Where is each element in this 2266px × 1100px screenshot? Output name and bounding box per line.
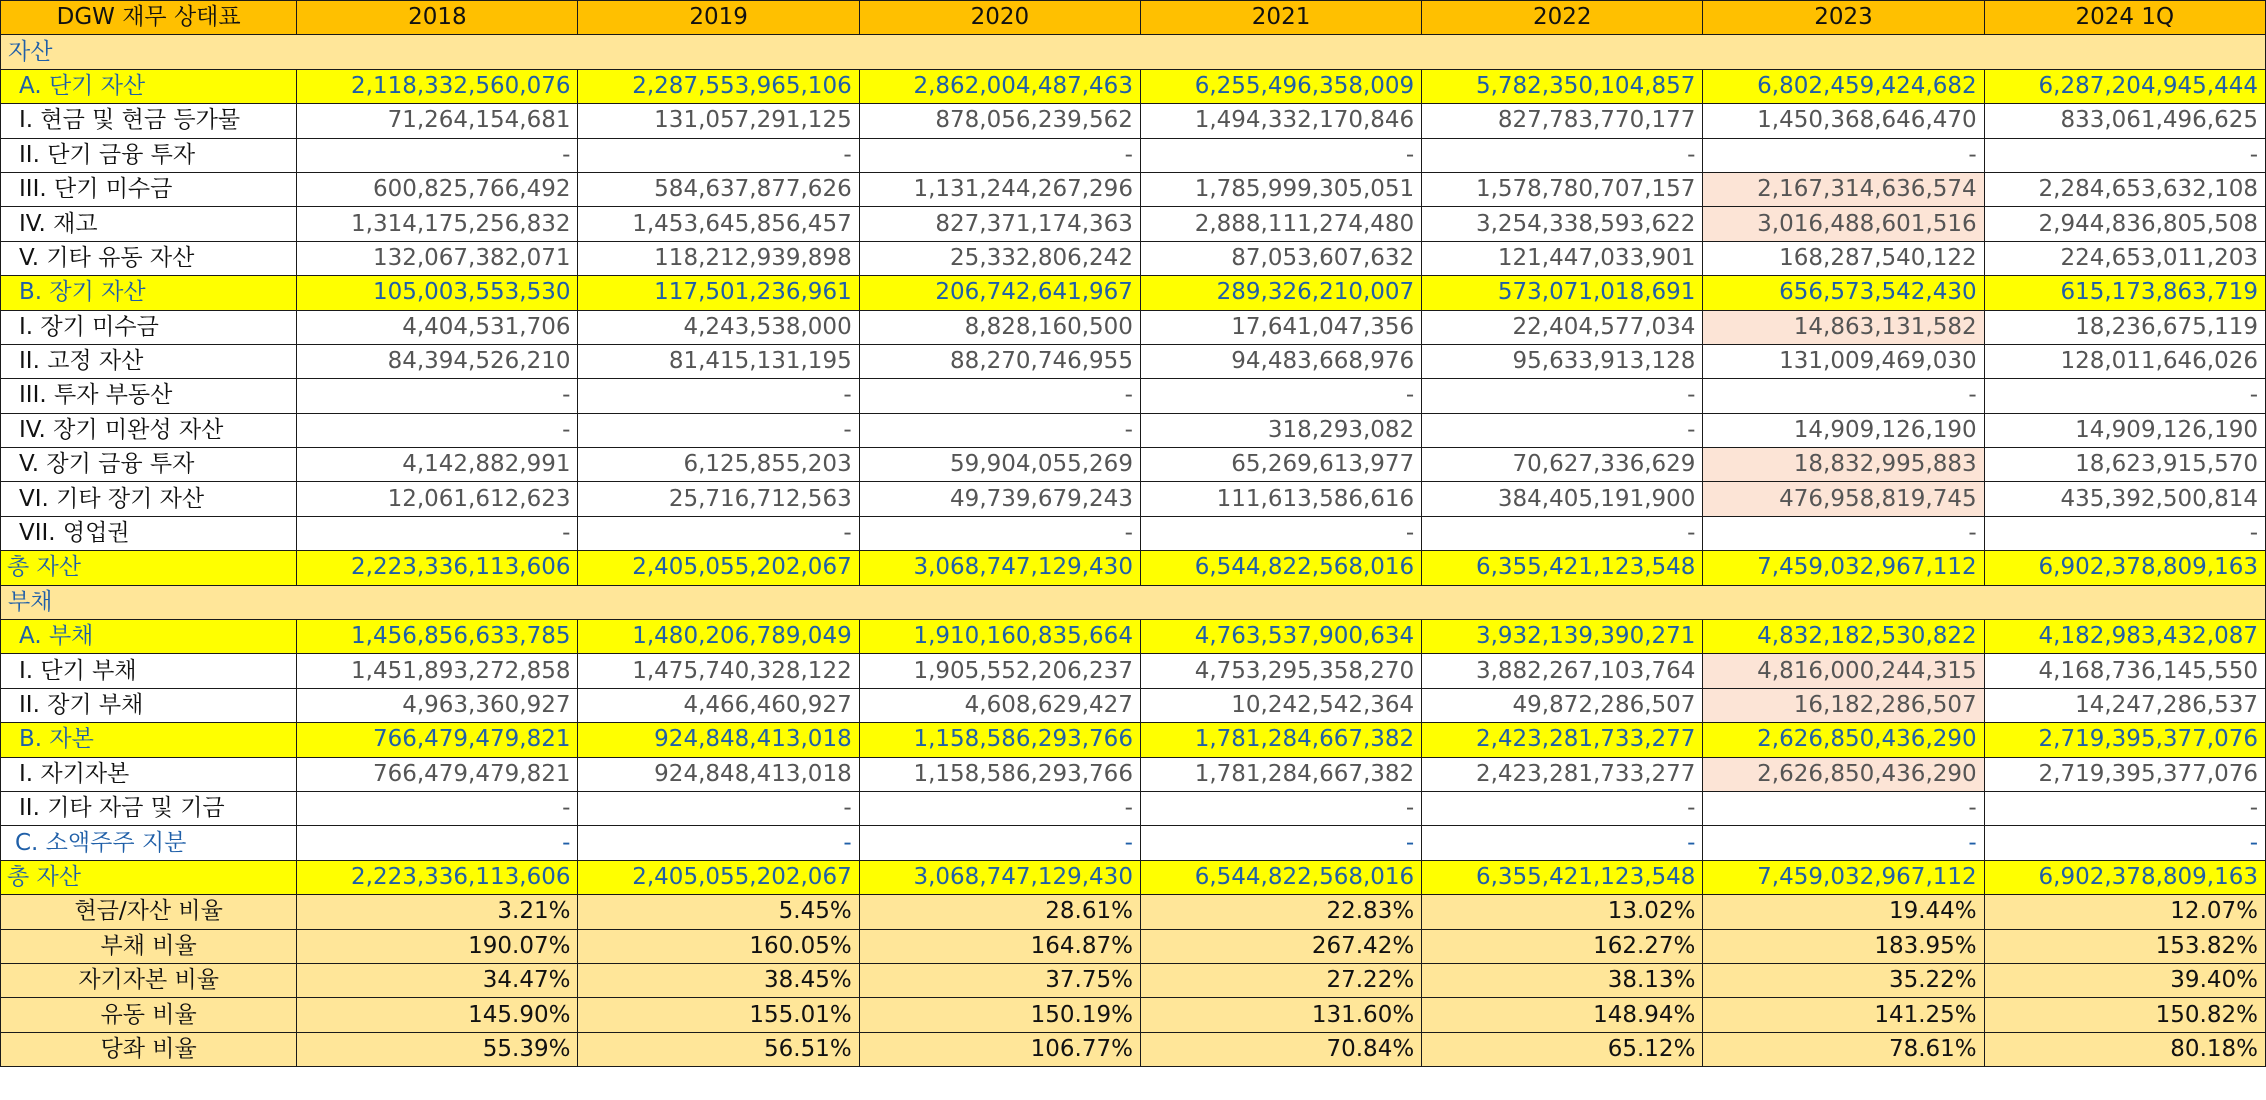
table-cell[interactable]: - <box>297 138 578 172</box>
table-cell[interactable]: 71,264,154,681 <box>297 104 578 138</box>
row-label[interactable]: 부채 비율 <box>1 929 297 963</box>
table-cell[interactable]: - <box>297 791 578 825</box>
row-label[interactable]: VII. 영업권 <box>1 516 297 550</box>
table-cell[interactable]: 1,451,893,272,858 <box>297 654 578 688</box>
table-cell[interactable]: - <box>1984 791 2265 825</box>
row-label[interactable]: B. 자본 <box>1 723 297 757</box>
table-cell[interactable]: 4,832,182,530,822 <box>1703 620 1984 654</box>
table-cell[interactable]: - <box>1422 379 1703 413</box>
table-cell[interactable]: 106.77% <box>859 1032 1140 1066</box>
table-cell[interactable]: 2,423,281,733,277 <box>1422 723 1703 757</box>
year-header[interactable]: 2024 1Q <box>1984 1 2265 35</box>
row-label[interactable]: III. 투자 부동산 <box>1 379 297 413</box>
table-cell[interactable] <box>1140 585 1421 619</box>
row-label[interactable]: II. 기타 자금 및 기금 <box>1 791 297 825</box>
table-cell[interactable]: 4,182,983,432,087 <box>1984 620 2265 654</box>
table-cell[interactable]: 13.02% <box>1422 895 1703 929</box>
table-cell[interactable]: - <box>1140 791 1421 825</box>
table-cell[interactable]: 34.47% <box>297 963 578 997</box>
table-cell[interactable]: 183.95% <box>1703 929 1984 963</box>
row-label[interactable]: II. 장기 부채 <box>1 688 297 722</box>
row-label[interactable]: 총 자산 <box>1 551 297 585</box>
row-label[interactable]: VI. 기타 장기 자산 <box>1 482 297 516</box>
table-cell[interactable]: 18,832,995,883 <box>1703 448 1984 482</box>
table-cell[interactable] <box>1703 35 1984 69</box>
table-cell[interactable]: 4,753,295,358,270 <box>1140 654 1421 688</box>
table-cell[interactable]: 4,963,360,927 <box>297 688 578 722</box>
table-cell[interactable]: 3,932,139,390,271 <box>1422 620 1703 654</box>
table-cell[interactable]: 2,405,055,202,067 <box>578 860 859 894</box>
table-cell[interactable]: 1,456,856,633,785 <box>297 620 578 654</box>
table-cell[interactable]: 4,168,736,145,550 <box>1984 654 2265 688</box>
row-label[interactable]: C. 소액주주 지분 <box>1 826 297 860</box>
table-cell[interactable]: 128,011,646,026 <box>1984 344 2265 378</box>
table-cell[interactable]: 87,053,607,632 <box>1140 241 1421 275</box>
header-row <box>1 1 2266 35</box>
table-cell[interactable]: 84,394,526,210 <box>297 344 578 378</box>
table-cell[interactable]: - <box>1422 138 1703 172</box>
table-cell[interactable]: 6,802,459,424,682 <box>1703 69 1984 103</box>
table-cell[interactable]: 1,453,645,856,457 <box>578 207 859 241</box>
row-label[interactable]: II. 고정 자산 <box>1 344 297 378</box>
table-cell[interactable]: 14,909,126,190 <box>1984 413 2265 447</box>
table-cell[interactable]: 1,475,740,328,122 <box>578 654 859 688</box>
table-cell[interactable]: 4,404,531,706 <box>297 310 578 344</box>
table-cell[interactable]: 88,270,746,955 <box>859 344 1140 378</box>
table-row <box>1 138 2266 172</box>
table-cell[interactable] <box>578 35 859 69</box>
table-cell[interactable]: 12,061,612,623 <box>297 482 578 516</box>
table-cell[interactable]: 117,501,236,961 <box>578 276 859 310</box>
table-cell[interactable]: 37.75% <box>859 963 1140 997</box>
table-row <box>1 826 2266 860</box>
table-cell[interactable]: 78.61% <box>1703 1032 1984 1066</box>
table-cell[interactable]: 2,118,332,560,076 <box>297 69 578 103</box>
table-row <box>1 654 2266 688</box>
ratio-row <box>1 963 2266 997</box>
table-row <box>1 757 2266 791</box>
table-cell[interactable]: 766,479,479,821 <box>297 723 578 757</box>
table-cell[interactable]: - <box>578 379 859 413</box>
table-cell[interactable]: 145.90% <box>297 998 578 1032</box>
table-cell[interactable]: - <box>859 413 1140 447</box>
table-cell[interactable]: - <box>859 791 1140 825</box>
table-cell[interactable]: 766,479,479,821 <box>297 757 578 791</box>
table-cell[interactable]: 160.05% <box>578 929 859 963</box>
table-cell[interactable]: 3,882,267,103,764 <box>1422 654 1703 688</box>
table-row <box>1 207 2266 241</box>
row-label[interactable]: IV. 장기 미완성 자산 <box>1 413 297 447</box>
ratio-row <box>1 895 2266 929</box>
table-cell[interactable]: 4,142,882,991 <box>297 448 578 482</box>
year-header[interactable]: 2020 <box>859 1 1140 35</box>
table-cell[interactable]: 833,061,496,625 <box>1984 104 2265 138</box>
table-cell[interactable]: 924,848,413,018 <box>578 757 859 791</box>
table-cell[interactable]: 4,243,538,000 <box>578 310 859 344</box>
table-cell[interactable]: 59,904,055,269 <box>859 448 1140 482</box>
table-cell[interactable]: - <box>1422 826 1703 860</box>
table-cell[interactable]: - <box>578 516 859 550</box>
table-cell[interactable]: 25,716,712,563 <box>578 482 859 516</box>
table-row <box>1 276 2266 310</box>
table-cell[interactable]: 155.01% <box>578 998 859 1032</box>
table-cell[interactable]: 827,371,174,363 <box>859 207 1140 241</box>
table-cell[interactable]: 80.18% <box>1984 1032 2265 1066</box>
table-cell[interactable]: 2,287,553,965,106 <box>578 69 859 103</box>
row-label[interactable]: I. 자기자본 <box>1 757 297 791</box>
ratio-row <box>1 1032 2266 1066</box>
year-header[interactable]: 2018 <box>297 1 578 35</box>
table-cell[interactable]: 22.83% <box>1140 895 1421 929</box>
table-cell[interactable]: 3,068,747,129,430 <box>859 860 1140 894</box>
table-cell[interactable]: 19.44% <box>1703 895 1984 929</box>
table-cell[interactable]: - <box>297 516 578 550</box>
table-cell[interactable]: 5.45% <box>578 895 859 929</box>
table-cell[interactable]: 2,888,111,274,480 <box>1140 207 1421 241</box>
table-cell[interactable]: 1,314,175,256,832 <box>297 207 578 241</box>
year-header[interactable]: 2022 <box>1422 1 1703 35</box>
table-cell[interactable]: 55.39% <box>297 1032 578 1066</box>
table-cell[interactable]: 1,910,160,835,664 <box>859 620 1140 654</box>
row-label[interactable]: I. 현금 및 현금 등가물 <box>1 104 297 138</box>
table-cell[interactable]: 131,057,291,125 <box>578 104 859 138</box>
table-cell[interactable]: - <box>578 138 859 172</box>
table-cell[interactable]: 206,742,641,967 <box>859 276 1140 310</box>
ratio-row <box>1 929 2266 963</box>
table-cell[interactable] <box>1422 585 1703 619</box>
table-cell[interactable]: 3,016,488,601,516 <box>1703 207 1984 241</box>
table-cell[interactable]: 65.12% <box>1422 1032 1703 1066</box>
table-cell[interactable]: 1,578,780,707,157 <box>1422 172 1703 206</box>
row-label[interactable]: 자산 <box>1 35 297 69</box>
table-row <box>1 310 2266 344</box>
table-cell[interactable]: 6,125,855,203 <box>578 448 859 482</box>
table-cell[interactable]: 924,848,413,018 <box>578 723 859 757</box>
table-cell[interactable]: 3,254,338,593,622 <box>1422 207 1703 241</box>
table-cell[interactable]: 28.61% <box>859 895 1140 929</box>
table-cell[interactable]: - <box>859 826 1140 860</box>
year-header[interactable]: 2019 <box>578 1 859 35</box>
table-row <box>1 791 2266 825</box>
section-row <box>1 585 2266 619</box>
table-row <box>1 172 2266 206</box>
table-cell[interactable]: - <box>578 826 859 860</box>
table-cell[interactable]: - <box>1984 138 2265 172</box>
table-cell[interactable]: - <box>1422 791 1703 825</box>
table-cell[interactable]: 384,405,191,900 <box>1422 482 1703 516</box>
table-cell[interactable]: 95,633,913,128 <box>1422 344 1703 378</box>
table-row <box>1 69 2266 103</box>
table-cell[interactable]: 2,944,836,805,508 <box>1984 207 2265 241</box>
table-cell[interactable]: 2,626,850,436,290 <box>1703 757 1984 791</box>
table-cell[interactable]: 38.45% <box>578 963 859 997</box>
table-cell[interactable]: 6,355,421,123,548 <box>1422 860 1703 894</box>
row-label[interactable]: I. 단기 부채 <box>1 654 297 688</box>
table-cell[interactable]: 2,626,850,436,290 <box>1703 723 1984 757</box>
table-cell[interactable] <box>297 35 578 69</box>
table-cell[interactable]: - <box>1984 516 2265 550</box>
table-cell[interactable]: 1,158,586,293,766 <box>859 757 1140 791</box>
table-cell[interactable] <box>1140 35 1421 69</box>
table-cell[interactable]: 6,902,378,809,163 <box>1984 551 2265 585</box>
table-cell[interactable]: 164.87% <box>859 929 1140 963</box>
table-cell[interactable]: 1,781,284,667,382 <box>1140 723 1421 757</box>
row-label[interactable]: 자기자본 비율 <box>1 963 297 997</box>
table-cell[interactable]: 118,212,939,898 <box>578 241 859 275</box>
row-label[interactable]: I. 장기 미수금 <box>1 310 297 344</box>
table-title[interactable]: DGW 재무 상태표 <box>1 1 297 35</box>
table-cell[interactable]: 131,009,469,030 <box>1703 344 1984 378</box>
table-cell[interactable]: 94,483,668,976 <box>1140 344 1421 378</box>
table-row <box>1 104 2266 138</box>
table-cell[interactable]: 49,872,286,507 <box>1422 688 1703 722</box>
table-cell[interactable]: 435,392,500,814 <box>1984 482 2265 516</box>
table-cell[interactable]: 1,494,332,170,846 <box>1140 104 1421 138</box>
table-cell[interactable]: 105,003,553,530 <box>297 276 578 310</box>
table-cell[interactable]: 190.07% <box>297 929 578 963</box>
table-cell[interactable]: 6,544,822,568,016 <box>1140 551 1421 585</box>
table-cell[interactable]: 584,637,877,626 <box>578 172 859 206</box>
table-body <box>1 35 2266 1067</box>
table-cell[interactable]: 18,236,675,119 <box>1984 310 2265 344</box>
table-cell[interactable]: 3.21% <box>297 895 578 929</box>
table-cell[interactable]: 6,544,822,568,016 <box>1140 860 1421 894</box>
table-cell[interactable] <box>1422 35 1703 69</box>
table-cell[interactable]: - <box>1422 516 1703 550</box>
table-cell[interactable]: 1,480,206,789,049 <box>578 620 859 654</box>
table-cell[interactable]: 656,573,542,430 <box>1703 276 1984 310</box>
row-label[interactable]: 총 자산 <box>1 860 297 894</box>
table-cell[interactable] <box>1984 585 2265 619</box>
table-cell[interactable]: 289,326,210,007 <box>1140 276 1421 310</box>
table-cell[interactable]: 1,785,999,305,051 <box>1140 172 1421 206</box>
table-cell[interactable]: 600,825,766,492 <box>297 172 578 206</box>
table-cell[interactable]: - <box>1703 516 1984 550</box>
table-cell[interactable]: 70.84% <box>1140 1032 1421 1066</box>
table-cell[interactable]: - <box>297 826 578 860</box>
table-cell[interactable]: 162.27% <box>1422 929 1703 963</box>
table-cell[interactable]: 4,466,460,927 <box>578 688 859 722</box>
table-cell[interactable] <box>859 585 1140 619</box>
table-cell[interactable]: 81,415,131,195 <box>578 344 859 378</box>
table-cell[interactable]: 1,781,284,667,382 <box>1140 757 1421 791</box>
table-cell[interactable]: 2,223,336,113,606 <box>297 551 578 585</box>
table-cell[interactable]: - <box>1703 791 1984 825</box>
table-cell[interactable]: 39.40% <box>1984 963 2265 997</box>
table-cell[interactable]: 14,909,126,190 <box>1703 413 1984 447</box>
table-cell[interactable]: 168,287,540,122 <box>1703 241 1984 275</box>
table-cell[interactable]: 4,816,000,244,315 <box>1703 654 1984 688</box>
row-label[interactable]: II. 단기 금융 투자 <box>1 138 297 172</box>
table-cell[interactable]: - <box>1984 826 2265 860</box>
table-cell[interactable]: 2,719,395,377,076 <box>1984 757 2265 791</box>
table-cell[interactable]: 1,905,552,206,237 <box>859 654 1140 688</box>
table-cell[interactable]: 132,067,382,071 <box>297 241 578 275</box>
table-cell[interactable]: 56.51% <box>578 1032 859 1066</box>
table-cell[interactable]: 6,255,496,358,009 <box>1140 69 1421 103</box>
table-cell[interactable]: 3,068,747,129,430 <box>859 551 1140 585</box>
table-cell[interactable]: - <box>1140 826 1421 860</box>
table-cell[interactable] <box>1984 35 2265 69</box>
table-cell[interactable]: - <box>1140 379 1421 413</box>
table-cell[interactable]: 2,405,055,202,067 <box>578 551 859 585</box>
table-cell[interactable]: 12.07% <box>1984 895 2265 929</box>
table-cell[interactable]: 150.19% <box>859 998 1140 1032</box>
table-cell[interactable]: 6,287,204,945,444 <box>1984 69 2265 103</box>
ratio-row <box>1 998 2266 1032</box>
table-cell[interactable]: - <box>297 379 578 413</box>
table-cell[interactable]: 38.13% <box>1422 963 1703 997</box>
table-row <box>1 241 2266 275</box>
table-row <box>1 516 2266 550</box>
table-cell[interactable]: 150.82% <box>1984 998 2265 1032</box>
table-cell[interactable]: - <box>578 791 859 825</box>
row-label[interactable]: 현금/자산 비율 <box>1 895 297 929</box>
table-cell[interactable]: 10,242,542,364 <box>1140 688 1421 722</box>
table-row <box>1 860 2266 894</box>
table-cell[interactable]: 148.94% <box>1422 998 1703 1032</box>
table-row <box>1 482 2266 516</box>
table-cell[interactable]: 17,641,047,356 <box>1140 310 1421 344</box>
table-cell[interactable]: 14,863,131,582 <box>1703 310 1984 344</box>
table-cell[interactable]: 476,958,819,745 <box>1703 482 1984 516</box>
table-cell[interactable]: 267.42% <box>1140 929 1421 963</box>
table-cell[interactable]: 2,223,336,113,606 <box>297 860 578 894</box>
table-cell[interactable]: - <box>859 516 1140 550</box>
table-cell[interactable]: 615,173,863,719 <box>1984 276 2265 310</box>
row-label[interactable]: 유동 비율 <box>1 998 297 1032</box>
table-cell[interactable]: 141.25% <box>1703 998 1984 1032</box>
table-cell[interactable] <box>578 585 859 619</box>
table-cell[interactable]: 8,828,160,500 <box>859 310 1140 344</box>
table-cell[interactable]: - <box>859 379 1140 413</box>
table-cell[interactable] <box>297 585 578 619</box>
table-cell[interactable]: - <box>297 413 578 447</box>
table-cell[interactable]: - <box>1984 379 2265 413</box>
table-cell[interactable]: 573,071,018,691 <box>1422 276 1703 310</box>
table-cell[interactable]: 1,450,368,646,470 <box>1703 104 1984 138</box>
table-cell[interactable]: - <box>1140 516 1421 550</box>
table-cell[interactable]: 27.22% <box>1140 963 1421 997</box>
table-cell[interactable]: 14,247,286,537 <box>1984 688 2265 722</box>
table-cell[interactable]: 2,719,395,377,076 <box>1984 723 2265 757</box>
table-cell[interactable] <box>859 35 1140 69</box>
table-cell[interactable]: 49,739,679,243 <box>859 482 1140 516</box>
table-cell[interactable]: - <box>1703 826 1984 860</box>
table-row <box>1 620 2266 654</box>
table-cell[interactable]: 25,332,806,242 <box>859 241 1140 275</box>
table-cell[interactable]: 1,158,586,293,766 <box>859 723 1140 757</box>
row-label[interactable]: 당좌 비율 <box>1 1032 297 1066</box>
table-cell[interactable]: 2,862,004,487,463 <box>859 69 1140 103</box>
row-label[interactable]: IV. 재고 <box>1 207 297 241</box>
row-label[interactable]: B. 장기 자산 <box>1 276 297 310</box>
table-cell[interactable]: - <box>1703 379 1984 413</box>
section-row <box>1 35 2266 69</box>
table-row <box>1 723 2266 757</box>
table-cell[interactable]: 4,763,537,900,634 <box>1140 620 1421 654</box>
row-label[interactable]: A. 단기 자산 <box>1 69 297 103</box>
table-row <box>1 344 2266 378</box>
table-cell[interactable]: 22,404,577,034 <box>1422 310 1703 344</box>
table-cell[interactable] <box>1703 585 1984 619</box>
table-cell[interactable]: 6,902,378,809,163 <box>1984 860 2265 894</box>
table-cell[interactable]: 65,269,613,977 <box>1140 448 1421 482</box>
table-cell[interactable]: 318,293,082 <box>1140 413 1421 447</box>
table-cell[interactable]: 18,623,915,570 <box>1984 448 2265 482</box>
table-cell[interactable]: - <box>1703 138 1984 172</box>
table-cell[interactable]: 35.22% <box>1703 963 1984 997</box>
table-cell[interactable]: 6,355,421,123,548 <box>1422 551 1703 585</box>
table-cell[interactable]: 7,459,032,967,112 <box>1703 860 1984 894</box>
year-header[interactable]: 2023 <box>1703 1 1984 35</box>
table-row <box>1 448 2266 482</box>
table-cell[interactable]: 70,627,336,629 <box>1422 448 1703 482</box>
table-cell[interactable]: 827,783,770,177 <box>1422 104 1703 138</box>
table-cell[interactable]: 1,131,244,267,296 <box>859 172 1140 206</box>
table-cell[interactable]: - <box>859 138 1140 172</box>
table-cell[interactable]: 16,182,286,507 <box>1703 688 1984 722</box>
row-label[interactable]: V. 기타 유동 자산 <box>1 241 297 275</box>
table-cell[interactable]: 2,423,281,733,277 <box>1422 757 1703 791</box>
table-cell[interactable]: - <box>578 413 859 447</box>
table-cell[interactable]: 2,167,314,636,574 <box>1703 172 1984 206</box>
table-cell[interactable]: 5,782,350,104,857 <box>1422 69 1703 103</box>
row-label[interactable]: V. 장기 금융 투자 <box>1 448 297 482</box>
table-row <box>1 379 2266 413</box>
table-row <box>1 551 2266 585</box>
table-cell[interactable]: 121,447,033,901 <box>1422 241 1703 275</box>
table-cell[interactable]: 111,613,586,616 <box>1140 482 1421 516</box>
table-cell[interactable]: 131.60% <box>1140 998 1421 1032</box>
row-label[interactable]: 부채 <box>1 585 297 619</box>
row-label[interactable]: A. 부채 <box>1 620 297 654</box>
table-cell[interactable]: 4,608,629,427 <box>859 688 1140 722</box>
table-cell[interactable]: 2,284,653,632,108 <box>1984 172 2265 206</box>
table-cell[interactable]: - <box>1140 138 1421 172</box>
table-cell[interactable]: 878,056,239,562 <box>859 104 1140 138</box>
table-cell[interactable]: 7,459,032,967,112 <box>1703 551 1984 585</box>
table-row <box>1 688 2266 722</box>
table-cell[interactable]: - <box>1422 413 1703 447</box>
table-row <box>1 413 2266 447</box>
row-label[interactable]: III. 단기 미수금 <box>1 172 297 206</box>
year-header[interactable]: 2021 <box>1140 1 1421 35</box>
table-cell[interactable]: 224,653,011,203 <box>1984 241 2265 275</box>
table-cell[interactable]: 153.82% <box>1984 929 2265 963</box>
